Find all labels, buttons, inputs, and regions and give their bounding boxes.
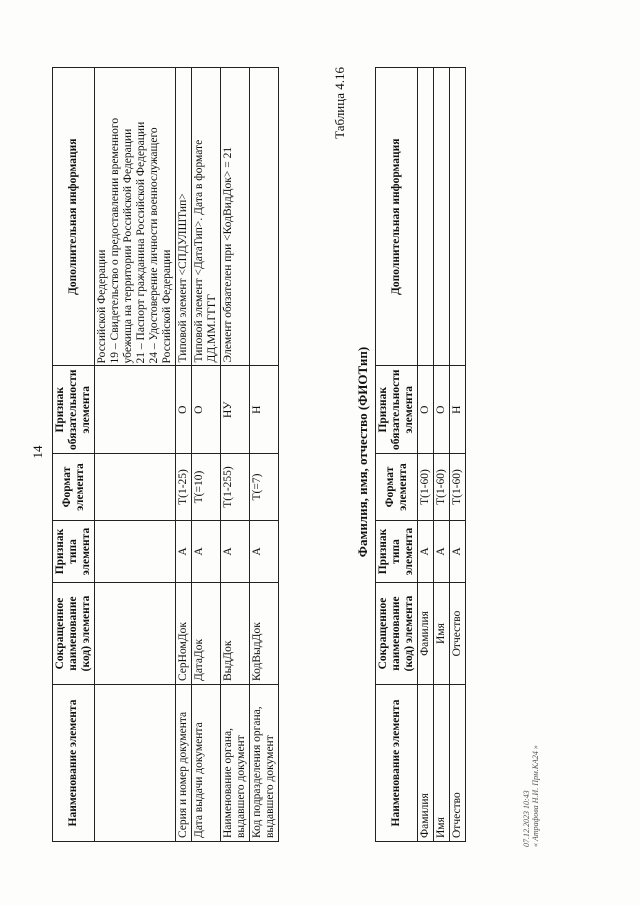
table-header-row <box>376 68 418 842</box>
page-number: 14 <box>30 445 45 459</box>
header-code: Сокращенное наименование (код) элемента <box>376 583 418 685</box>
header-required: Признак обязательности элемента <box>53 366 95 454</box>
info-line: 19 – Свидетельство о предоставлении временного убежища на территории Российской Федерации <box>109 117 134 364</box>
cell-required: О <box>434 366 450 454</box>
cell-format: T(1-60) <box>418 454 434 521</box>
cell-name: Имя <box>434 685 450 842</box>
cell-name: Код подразделения органа, выдавшего документ <box>250 685 279 842</box>
header-required: Признак обязательности элемента <box>376 366 418 454</box>
cell-type: А <box>418 521 434 583</box>
info-line: 21 – Паспорт гражданина Российской Федерации <box>135 121 147 364</box>
cell-format: T(=10) <box>192 454 221 521</box>
cell-name: Серия и номер документа <box>176 685 192 842</box>
header-format: Формат элемента <box>53 454 95 521</box>
cell-info: Типовой элемент <СПДУЛШТип> <box>176 68 192 366</box>
table-label: Таблица 4.16 <box>332 67 347 139</box>
cell-name: Наименование органа, выдавшего документ <box>221 685 250 842</box>
info-line: 24 – Удостоверение личности военнослужащего Российской Федерации <box>148 127 173 364</box>
cell-required: НУ <box>221 366 250 454</box>
header-info: Дополнительная информация <box>53 68 95 366</box>
table-title: Фамилия, имя, отчество (ФИОТип) <box>355 346 370 558</box>
header-type: Признак типа элемента <box>376 521 418 583</box>
table-row <box>434 68 450 842</box>
cell-type: А <box>176 521 192 583</box>
rotated-page-content <box>30 37 610 867</box>
cell-required: О <box>418 366 434 454</box>
table-row <box>221 68 250 842</box>
cell-info: Типовой элемент <ДатаТип>. Дата в формате ДД.ММ.ГГГГ <box>192 68 221 366</box>
cell-format: T(1-255) <box>221 454 250 521</box>
table-row-continued <box>95 68 176 842</box>
cell-required: Н <box>250 366 279 454</box>
cell-info: Элемент обязателен при <КодВидДок> = 21 <box>221 68 250 366</box>
stamp-line: « Атрафова Н.И. Прм.КА24 » <box>531 745 540 847</box>
cell-format: T(1-25) <box>176 454 192 521</box>
table-row <box>176 68 192 842</box>
header-code: Сокращенное наименование (код) элемента <box>53 583 95 685</box>
cell-code: ДатаДок <box>192 583 221 685</box>
cell-name: Дата выдачи документа <box>192 685 221 842</box>
table-header-row <box>53 68 95 842</box>
cell-format: T(=7) <box>250 454 279 521</box>
cell-type: А <box>221 521 250 583</box>
header-type: Признак типа элемента <box>53 521 95 583</box>
table-row <box>418 68 434 842</box>
cell-info <box>434 68 450 366</box>
cell-required: Н <box>450 366 466 454</box>
info-line: Российской Федерации <box>96 249 108 364</box>
cell-name: Фамилия <box>418 685 434 842</box>
cell-info <box>418 68 434 366</box>
cell-format: T(1-60) <box>450 454 466 521</box>
registration-stamp <box>522 745 540 847</box>
cell-type: А <box>434 521 450 583</box>
cell-type: А <box>192 521 221 583</box>
cell-code: СерНомДок <box>176 583 192 685</box>
continued-info-cell <box>95 68 176 366</box>
table-fio <box>375 67 466 842</box>
cell-info <box>250 68 279 366</box>
cell-code: Имя <box>434 583 450 685</box>
stamp-line: 07.12.2023 10:43 <box>522 790 531 847</box>
header-name: Наименование элемента <box>53 685 95 842</box>
table-row <box>250 68 279 842</box>
header-name: Наименование элемента <box>376 685 418 842</box>
table-row <box>450 68 466 842</box>
cell-code: Фамилия <box>418 583 434 685</box>
cell-code: ВыдДок <box>221 583 250 685</box>
table-document-fields <box>52 67 279 842</box>
header-info: Дополнительная информация <box>376 68 418 366</box>
cell-format: T(1-60) <box>434 454 450 521</box>
cell-code: Отчество <box>450 583 466 685</box>
cell-required: О <box>176 366 192 454</box>
cell-code: КодВыдДок <box>250 583 279 685</box>
table-row <box>192 68 221 842</box>
cell-required: О <box>192 366 221 454</box>
cell-type: А <box>250 521 279 583</box>
cell-info <box>450 68 466 366</box>
cell-type: А <box>450 521 466 583</box>
header-format: Формат элемента <box>376 454 418 521</box>
cell-name: Отчество <box>450 685 466 842</box>
